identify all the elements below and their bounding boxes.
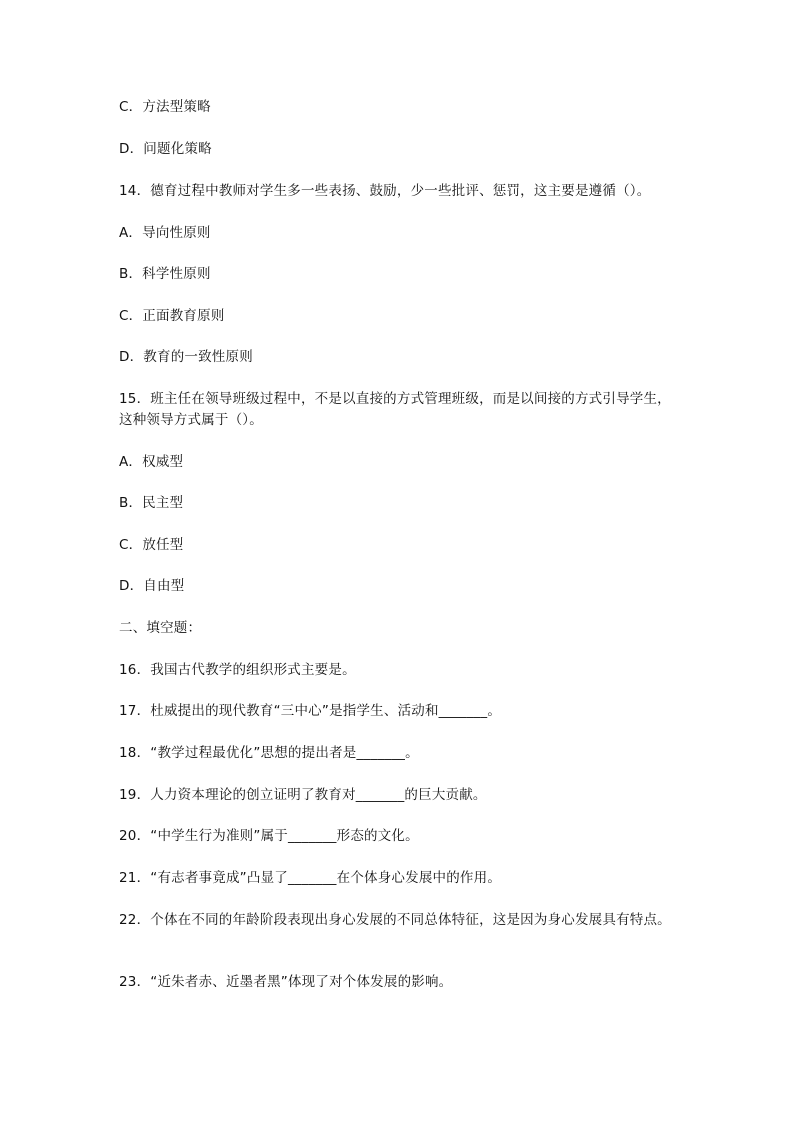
question-15-line1: 15．班主任在领导班级过程中，不是以直接的方式管理班级，而是以间接的方式引导学生， bbox=[119, 391, 671, 407]
question-23: 23．“近朱者赤、近墨者黑”体现了对个体发展的影响。 bbox=[119, 974, 453, 990]
question-22: 22．个体在不同的年龄阶段表现出身心发展的不同总体特征，这是因为身心发展具有特点。 bbox=[119, 912, 671, 928]
option-15a: A．权威型 bbox=[119, 454, 184, 470]
question-16: 16．我国古代教学的组织形式主要是。 bbox=[119, 662, 356, 678]
option-15d: D．自由型 bbox=[119, 578, 185, 594]
option-14d: D．教育的一致性原则 bbox=[119, 349, 253, 365]
option-14a: A．导向性原则 bbox=[119, 225, 211, 241]
question-20: 20．“中学生行为准则”属于_______形态的文化。 bbox=[119, 828, 419, 844]
option-14b: B．科学性原则 bbox=[119, 266, 211, 282]
option-13c: C．方法型策略 bbox=[119, 99, 211, 115]
option-15c: C．放任型 bbox=[119, 537, 184, 553]
question-14: 14．德育过程中教师对学生多一些表扬、鼓励，少一些批评、惩罚，这主要是遵循（）。 bbox=[119, 183, 651, 199]
question-15-line2: 这种领导方式属于（）。 bbox=[119, 412, 263, 428]
option-13d: D．问题化策略 bbox=[119, 141, 212, 157]
question-21: 21．“有志者事竟成”凸显了_______在个体身心发展中的作用。 bbox=[119, 870, 502, 886]
question-18: 18．“教学过程最优化”思想的提出者是_______。 bbox=[119, 745, 419, 761]
option-14c: C．正面教育原则 bbox=[119, 308, 225, 324]
question-19: 19．人力资本理论的创立证明了教育对_______的巨大贡献。 bbox=[119, 787, 487, 803]
section-heading-fill-blank: 二、填空题： bbox=[119, 620, 202, 636]
option-15b: B．民主型 bbox=[119, 495, 184, 511]
question-17: 17．杜威提出的现代教育“三中心”是指学生、活动和_______。 bbox=[119, 703, 502, 719]
